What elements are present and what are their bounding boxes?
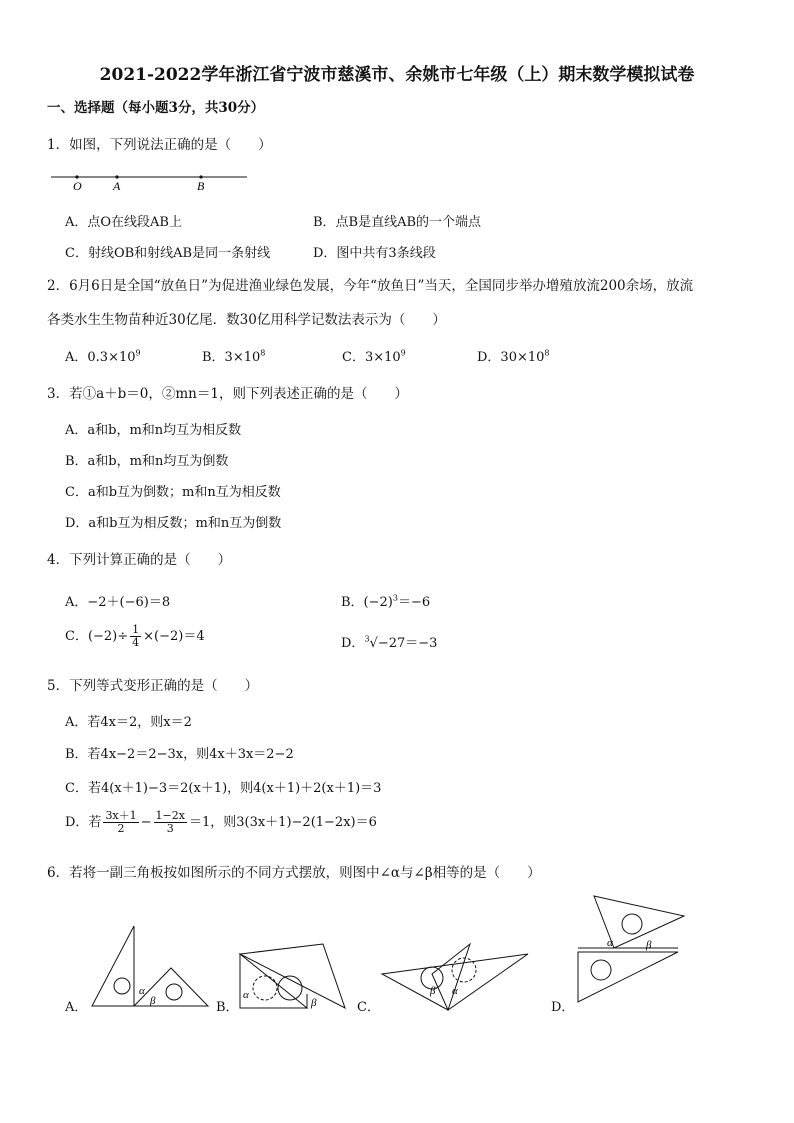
q6-a-triangle-45	[134, 968, 208, 1006]
q3-option-c[interactable]: C．a和b互为倒数；m和n互为相反数	[65, 485, 281, 500]
q6-option-c-label[interactable]: C．	[357, 1000, 380, 1015]
q6-figure-a[interactable]	[88, 918, 213, 1013]
q4-option-b[interactable]	[341, 591, 430, 610]
q2-option-d-text: D．30×10	[477, 350, 545, 365]
q6-b-alpha: α	[243, 989, 249, 1001]
q6-a-triangle-30-60	[92, 926, 134, 1006]
q4-option-d-radical: √−27	[369, 636, 406, 651]
q6-option-b-label[interactable]: B．	[216, 1000, 239, 1015]
q2-option-b-exp: 8	[260, 348, 266, 358]
q1-line-figure	[47, 168, 252, 194]
q6-a-alpha: α	[139, 985, 145, 997]
exam-title: 2021-2022学年浙江省宁波市慈溪市、余姚市七年级（上）期末数学模拟试卷	[99, 65, 695, 85]
q2-option-a-exp: 9	[135, 348, 141, 358]
q1-label-o: O	[73, 179, 82, 193]
q6-b-beta: β	[311, 997, 317, 1009]
q6-a-hole-2	[166, 984, 182, 1000]
q2-stem-line2: 各类水生生物苗种近30亿尾．数30亿用科学记数法表示为（ ）	[47, 312, 446, 328]
q3-option-b[interactable]: B．a和b，m和n均互为倒数	[65, 454, 229, 469]
q2-option-d[interactable]	[477, 346, 550, 365]
q5-option-d-denominator-1: 2	[117, 822, 125, 835]
q2-option-c-exp: 9	[400, 348, 406, 358]
q5-option-d-numerator-2: 1−2x	[155, 809, 185, 822]
q6-d-hole-top	[622, 914, 642, 934]
q4-option-a[interactable]: A．−2＋(−6)＝8	[65, 595, 171, 610]
q5-option-a[interactable]: A．若4x＝2，则x＝2	[65, 715, 192, 730]
q6-d-beta: β	[646, 939, 652, 951]
q6-a-beta: β	[150, 995, 156, 1007]
q6-stem: 6．若将一副三角板按如图所示的不同方式摆放，则图中∠α与∠β相等的是（ ）	[47, 865, 541, 881]
q6-c-alpha: α	[452, 985, 458, 997]
q1-label-b: B	[197, 179, 205, 193]
q5-option-d-denominator-2: 3	[166, 822, 174, 835]
q4-stem: 4．下列计算正确的是（ ）	[47, 552, 232, 568]
q6-option-a-label[interactable]: A．	[65, 1000, 88, 1015]
q4-option-d[interactable]	[341, 632, 437, 651]
q1-stem: 1．如图，下列说法正确的是（ ）	[47, 137, 272, 153]
q2-option-a[interactable]	[65, 346, 141, 365]
q5-option-d-numerator-1: 3x＋1	[105, 809, 137, 822]
q1-label-a: A	[113, 179, 121, 193]
q4-option-c-pre: C．(−2)÷	[65, 629, 129, 644]
q5-option-b[interactable]: B．若4x−2＝2−3x，则4x＋3x＝2−2	[65, 747, 294, 762]
q6-figure-d[interactable]	[574, 892, 689, 1014]
q6-c-beta: β	[430, 985, 436, 997]
q4-option-b-rest: ＝−6	[397, 595, 431, 610]
q4-option-c-denominator: 4	[132, 636, 140, 649]
q2-option-c[interactable]	[342, 346, 406, 365]
q3-option-a[interactable]: A．a和b，m和n均互为相反数	[65, 423, 242, 438]
q2-option-d-exp: 8	[544, 348, 550, 358]
q6-b-triangle-45	[240, 954, 307, 1008]
q2-option-a-text: A．0.3×10	[65, 350, 136, 365]
section-heading: 一、选择题（每小题3分，共30分）	[47, 100, 265, 116]
q4-option-c-numerator: 1	[132, 623, 140, 636]
q4-option-d-pre: D．	[341, 636, 365, 651]
q6-b-hole-dashed	[253, 976, 277, 1000]
q5-option-d-fraction-1	[103, 810, 138, 835]
q6-option-d-label[interactable]: D．	[551, 1000, 575, 1015]
q3-stem: 3．若①a＋b＝0，②mn＝1，则下列表述正确的是（ ）	[47, 386, 408, 402]
q4-option-c-fraction	[130, 624, 141, 649]
q2-option-b[interactable]	[202, 346, 265, 365]
q5-option-d-post: ＝1，则3(3x＋1)−2(1−2x)＝6	[188, 815, 377, 830]
q4-option-b-base: B．(−2)	[341, 595, 393, 610]
q1-option-a[interactable]: A．点O在线段AB上	[65, 215, 182, 230]
q6-d-hole-bottom	[591, 960, 611, 980]
q2-stem-line1: 2．6月6日是全国“放鱼日”为促进渔业绿色发展，今年“放鱼日”当天，全国同步举办增殖放流200余场，放流	[47, 278, 694, 294]
q6-a-hole-1	[114, 978, 130, 994]
q1-option-d[interactable]: D．图中共有3条线段	[313, 246, 436, 261]
q4-option-c-post: ×(−2)＝4	[143, 629, 205, 644]
q4-option-d-post: ＝−3	[405, 636, 438, 651]
q4-option-b-exp: 3	[392, 593, 398, 603]
q5-option-d-fraction-2	[154, 810, 187, 835]
q5-stem: 5．下列等式变形正确的是（ ）	[47, 678, 259, 694]
q5-option-d-pre: D．若	[65, 815, 102, 830]
q6-figure-b[interactable]	[235, 940, 350, 1012]
q2-option-b-text: B．3×10	[202, 350, 261, 365]
q1-option-c[interactable]: C．射线OB和射线AB是同一条射线	[65, 246, 271, 261]
q6-d-alpha: α	[607, 937, 613, 949]
q6-d-bottom-triangle	[578, 952, 678, 1002]
q5-option-d[interactable]	[65, 810, 377, 835]
q6-c-triangle-45	[432, 944, 470, 1010]
q6-figure-c[interactable]	[378, 938, 533, 1014]
q1-option-b[interactable]: B．点B是直线AB的一个端点	[313, 215, 482, 230]
q4-option-c[interactable]	[65, 624, 205, 649]
q3-option-d[interactable]: D．a和b互为相反数；m和n互为倒数	[65, 516, 282, 531]
q2-option-c-text: C．3×10	[342, 350, 401, 365]
q5-option-d-minus: −	[140, 815, 152, 830]
q4-option-d-root-index: 3	[364, 634, 370, 644]
q5-option-c[interactable]: C．若4(x＋1)−3＝2(x＋1)，则4(x＋1)＋2(x＋1)＝3	[65, 781, 382, 796]
